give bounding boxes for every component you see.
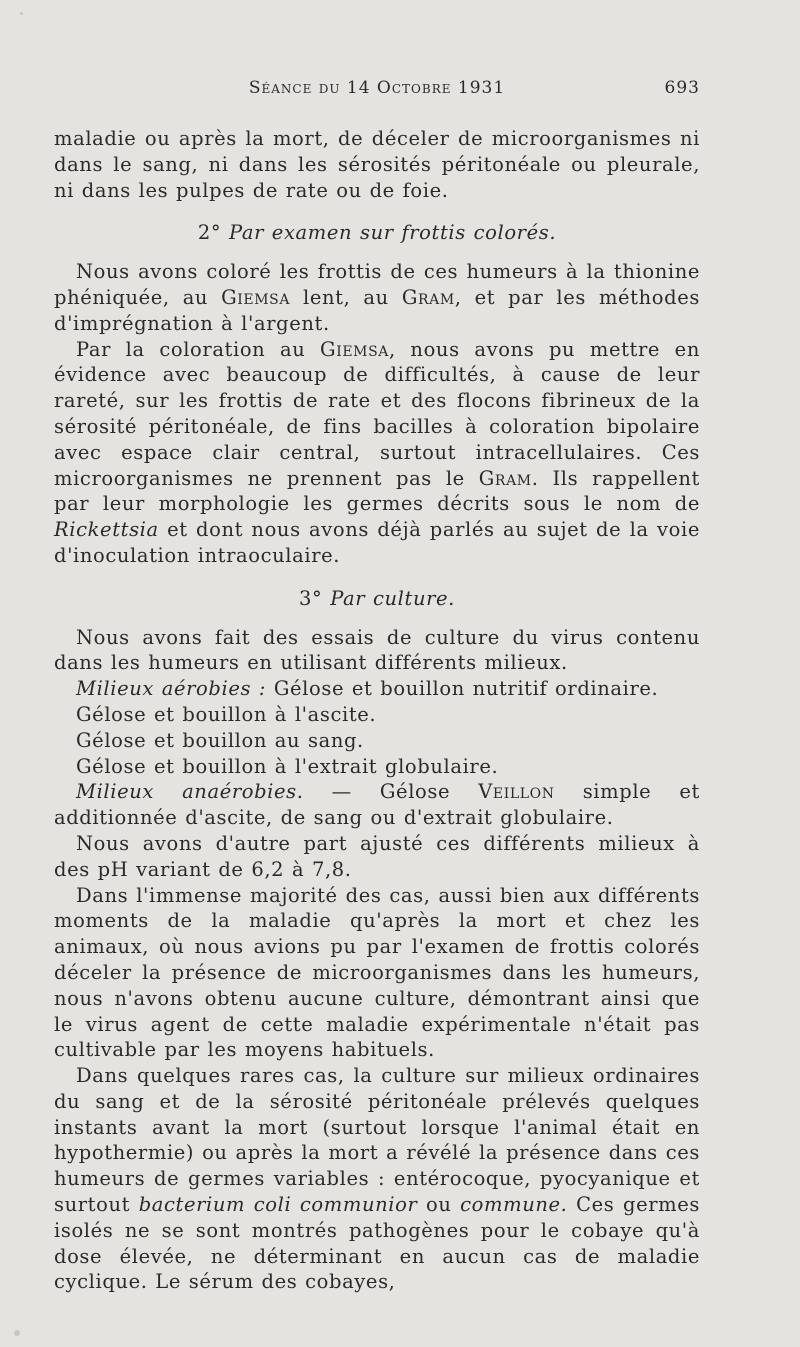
paper-spot	[14, 1330, 20, 1336]
running-head-title: Séance du 14 Octobre 1931	[248, 78, 506, 98]
name-giemsa: Giemsa	[320, 337, 389, 361]
page	[54, 78, 700, 1295]
name-gram: Gram	[401, 285, 455, 309]
paragraph-12: Dans quelques rares cas, la culture sur milieux ordinaires du sang et de la sérosité péritonéale prélevés quelques instants avant la mort (surtout lorsque l'animal était en hypothermie) ou après la mort a révélé la présence dans ces humeurs de germes variables : entérocoque, pyocyanique et surtout bacterium coli communior ou commune. Ces germes isolés ne se sont montrés pathogènes pour le cobaye qu'à dose élevée, ne déterminant en aucun cas de maladie cyclique. Le sérum des cobayes,	[54, 1064, 700, 1294]
paragraph-11: Dans l'immense majorité des cas, aussi bien aux différents moments de la maladie qu'après la mort et chez les animaux, où nous avions pu par l'examen de frottis colorés déceler la présence de microorganismes dans les humeurs, nous n'avons obtenu aucune culture, démontrant ainsi que le virus agent de cette maladie expérimentale n'était pas cultivable par les moyens habituels.	[54, 883, 700, 1062]
running-head	[54, 78, 700, 108]
name-rickettsia: Rickettsia	[54, 518, 159, 542]
page-number: 693	[664, 78, 700, 98]
paragraph-1: maladie ou après la mort, de déceler de microorganismes ni dans le sang, ni dans les sérosités péritonéale ou pleurale, ni dans les pulpes de rate ou de foie.	[54, 127, 700, 202]
paragraph-2: Nous avons coloré les frottis de ces humeurs à la thionine phéniquée, au Giemsa lent, au Gram, et par les méthodes d'imprégnation à l'argent.	[54, 260, 700, 335]
paragraph-4: Nous avons fait des essais de culture du virus contenu dans les humeurs en utilisant différents milieux.	[54, 625, 700, 675]
paragraph-3: Par la coloration au Giemsa, nous avons pu mettre en évidence avec beaucoup de difficultés, à cause de leur rareté, sur les frottis de rate et des flocons fibrineux de la sérosité péritonéale, de fins bacilles à coloration bipolaire avec espace clair central, surtout intracellulaires. Ces microorganismes ne prennent pas le Gram. Ils rappellent par leur morphologie les germes décrits sous le nom de Rickettsia et dont nous avons déjà parlés au sujet de la voie d'inoculation intraoculaire.	[54, 337, 700, 567]
paragraph-6: Gélose et bouillon à l'ascite.	[76, 702, 377, 726]
paragraph-10: Nous avons d'autre part ajusté ces différents milieux à des pH variant de 6,2 à 7,8.	[54, 831, 700, 881]
name-gram: Gram	[478, 466, 532, 490]
paragraph-9: Milieux anaérobies. — Gélose Veillon simple et additionnée d'ascite, de sang ou d'extrait globulaire.	[54, 780, 700, 830]
paragraph-5: Milieux aérobies : Gélose et bouillon nutritif ordinaire.	[76, 677, 659, 701]
paper-spot	[20, 12, 23, 15]
body-text	[54, 126, 700, 1295]
name-commune: commune.	[460, 1193, 568, 1217]
name-veillon: Veillon	[478, 780, 555, 804]
name-giemsa: Giemsa	[221, 285, 291, 309]
section-heading-2: 2° Par examen sur frottis colorés.	[197, 221, 557, 245]
section-heading-3: 3° Par culture.	[299, 586, 455, 610]
paragraph-8: Gélose et bouillon à l'extrait globulaire.	[76, 754, 499, 778]
paragraph-7: Gélose et bouillon au sang.	[76, 728, 364, 752]
name-bacterium-coli: bacterium coli communior	[138, 1193, 418, 1217]
